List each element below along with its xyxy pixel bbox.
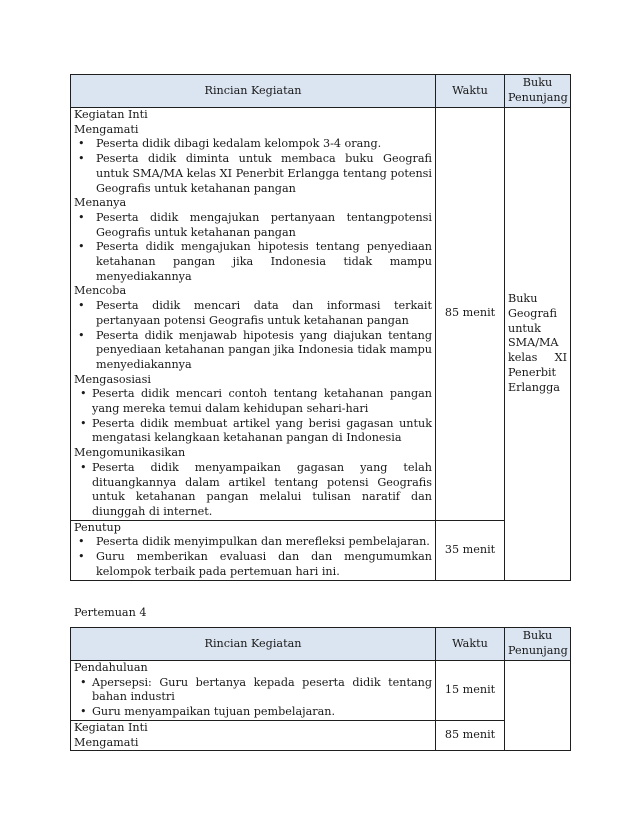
section-heading: Kegiatan Inti [74, 108, 148, 121]
header-book: Buku Penunjang [505, 75, 571, 108]
bullet-list [74, 461, 432, 520]
list-item: • Peserta didik mencari data dan informasi terkait pertanyaan potensi Geografis untuk ketahanan pangan [74, 299, 432, 328]
list-item: • Peserta didik mengajukan pertanyaan tentangpotensi Geografis untuk ketahanan pangan [74, 211, 432, 240]
textbook-cell: Buku Geografi untuk SMA/MA kelas XI Penerbit Erlangga [505, 108, 571, 581]
duration-cell: 85 menit [436, 108, 505, 521]
duration-cell: 85 menit [436, 720, 505, 750]
bullet-list [74, 137, 432, 196]
header-activity: Rincian Kegiatan [71, 75, 436, 108]
textbook-cell [505, 661, 571, 751]
section-heading: Pendahuluan [74, 661, 148, 674]
lesson-activity-table-1 [70, 74, 571, 581]
duration-cell: 15 menit [436, 661, 505, 721]
bullet-list [74, 299, 432, 373]
bullet-list [74, 387, 432, 446]
stage-title: Mengomunikasikan [74, 446, 186, 460]
duration-cell: 35 menit [436, 520, 505, 580]
header-book: Buku Penunjang [505, 628, 571, 661]
list-item: • Peserta didik diminta untuk membaca buku Geografi untuk SMA/MA kelas XI Penerbit Erlangga tentang potensi Geografis untuk ketahanan pangan [74, 152, 432, 196]
stage-title: Mengamati [74, 735, 139, 749]
list-item: • Peserta didik mencari contoh tentang ketahanan pangan yang mereka temui dalam kehidupan sehari-hari [74, 387, 432, 416]
header-time: Waktu [436, 75, 505, 108]
stage-title: Mencoba [74, 284, 127, 298]
list-item: • Peserta didik menjawab hipotesis yang diajukan tentang penyediaan ketahanan pangan jika Indonesia tidak mampu menyediakannya [74, 329, 432, 373]
list-item: • Guru memberikan evaluasi dan dan mengumumkan kelompok terbaik pada pertemuan hari ini. [74, 550, 432, 579]
stage-title: Menanya [74, 196, 127, 210]
bullet-list [74, 535, 432, 579]
section-heading: Penutup [74, 520, 121, 534]
table-row-core-activity [71, 720, 571, 750]
stage-title: Mengamati [74, 122, 139, 136]
table-row-closing [71, 520, 571, 580]
list-item: • Apersepsi: Guru bertanya kepada peserta didik tentang bahan industri [74, 676, 432, 705]
header-activity: Rincian Kegiatan [71, 628, 436, 661]
list-item: • Peserta didik menyampaikan gagasan yang telah dituangkannya dalam artikel tentang potensi Geografis untuk ketahanan pangan melalui tulisan naratif dan diunggah di internet. [74, 461, 432, 520]
table-header-row [71, 628, 571, 661]
table-row-core-activity [71, 108, 571, 521]
activity-cell [71, 520, 436, 580]
table-header-row [71, 75, 571, 108]
table-row-opening [71, 661, 571, 721]
list-item: • Guru menyampaikan tujuan pembelajaran. [74, 705, 432, 720]
bullet-list [74, 211, 432, 285]
list-item: • Peserta didik dibagi kedalam kelompok 3-4 orang. [74, 137, 432, 152]
list-item: • Peserta didik membuat artikel yang berisi gagasan untuk mengatasi kelangkaan ketahanan pangan di Indonesia [74, 417, 432, 446]
section-heading: Kegiatan Inti [74, 720, 148, 734]
activity-cell [71, 661, 436, 721]
activity-cell [71, 108, 436, 521]
list-item: • Peserta didik menyimpulkan dan merefleksi pembelajaran. [74, 535, 432, 550]
list-item: • Peserta didik mengajukan hipotesis tentang penyediaan ketahanan pangan jika Indonesia tidak mampu menyediakannya [74, 240, 432, 284]
bullet-list [74, 676, 432, 720]
header-time: Waktu [436, 628, 505, 661]
activity-cell [71, 720, 436, 750]
lesson-activity-table-2 [70, 627, 571, 751]
meeting-label: Pertemuan 4 [74, 606, 147, 619]
stage-title: Mengasosiasi [74, 372, 151, 386]
